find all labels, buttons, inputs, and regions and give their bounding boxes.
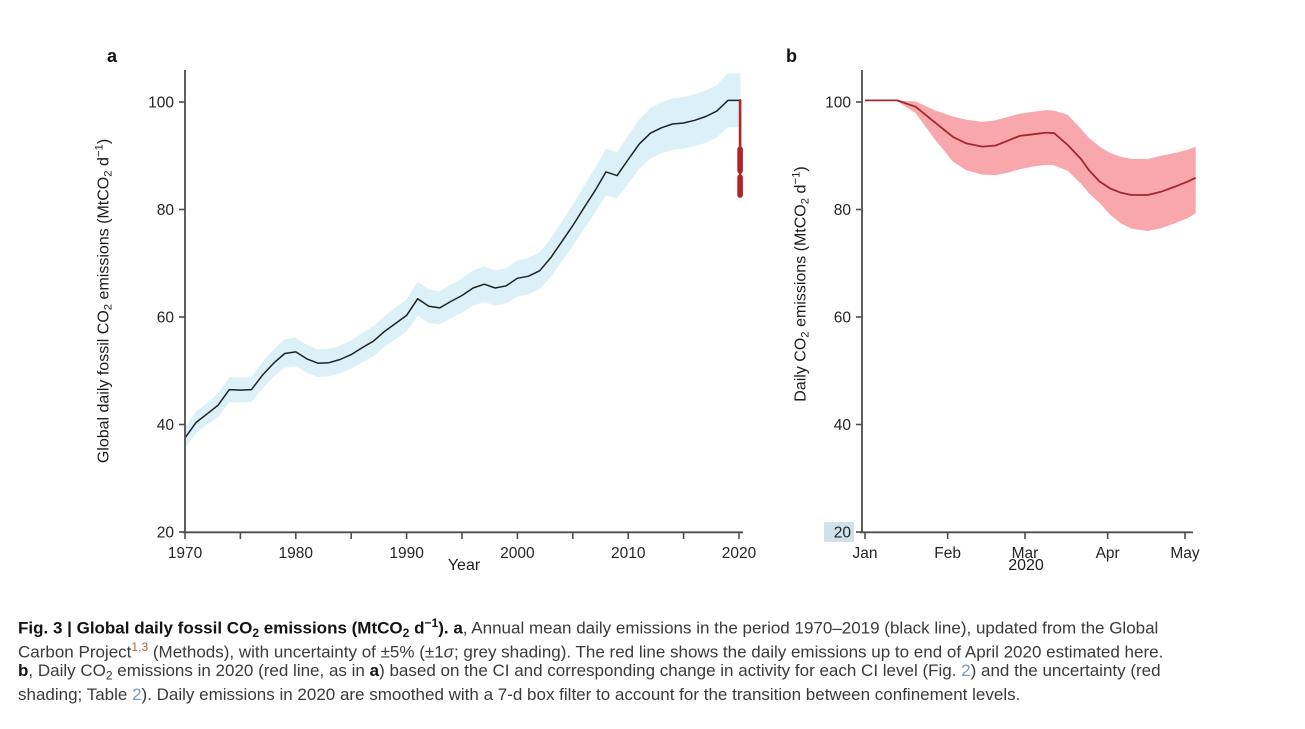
text-segment: 2 <box>799 331 812 338</box>
x-tick-label: 1990 <box>389 545 424 562</box>
panel-a-label: a <box>107 46 118 66</box>
text-segment: 2 <box>105 668 113 683</box>
x-tick-label: 1970 <box>167 545 203 562</box>
citation-refs[interactable]: 1,3 <box>131 640 149 654</box>
panel-b-label: b <box>786 46 797 66</box>
text-segment: d <box>409 618 425 638</box>
caption-line-2 <box>18 635 1300 662</box>
text-segment: ) and the uncertainty (red <box>970 661 1161 680</box>
text-segment: Global daily fossil CO <box>95 310 113 464</box>
x-tick-label: May <box>1170 545 1200 562</box>
text-segment: , Daily CO <box>28 661 106 680</box>
y-tick-label: 60 <box>156 309 174 327</box>
text-segment: d <box>95 157 113 171</box>
panel-a-chart <box>0 0 780 605</box>
text-segment: σ <box>443 642 454 662</box>
text-segment: 2 <box>402 626 410 640</box>
text-segment: ) <box>792 166 810 172</box>
text-segment: , Annual mean daily emissions in the period 1970–2019 (black line), updated from the Global <box>462 618 1159 638</box>
text-segment: emissions (MtCO <box>259 618 403 638</box>
x-tick-label: Mar <box>1011 545 1039 562</box>
x-tick-label: Feb <box>934 545 962 562</box>
caption-line-4 <box>18 683 1300 707</box>
text-segment: Carbon Project <box>18 642 132 662</box>
fig-2-link[interactable]: 2 <box>961 661 971 680</box>
text-segment: −1 <box>93 144 106 158</box>
uncertainty-band <box>865 100 1196 231</box>
text-segment: emissions (MtCO <box>95 176 113 304</box>
x-tick-label: 2020 <box>721 545 757 562</box>
text-segment: emissions (MtCO <box>792 204 810 332</box>
y-tick-label: 80 <box>833 202 851 219</box>
text-segment: Daily CO <box>792 337 810 402</box>
panel-a-y-axis-title <box>93 139 114 463</box>
y-tick-label: 60 <box>833 309 851 327</box>
text-segment: a <box>453 618 463 638</box>
text-segment: (Methods), with uncertainty of ±5% (±1 <box>148 642 444 662</box>
text-segment: emissions in 2020 (red line, as in <box>112 661 370 680</box>
text-segment: a <box>369 661 380 680</box>
y-tick-label: 100 <box>148 94 174 112</box>
text-segment: b <box>18 661 29 680</box>
caption-line-1 <box>18 611 1300 640</box>
x-tick-label: 2000 <box>500 545 535 562</box>
text-segment: 2 <box>102 170 115 177</box>
text-segment: 2 <box>799 197 812 205</box>
text-segment: ). <box>438 618 454 638</box>
text-segment: d <box>792 184 810 198</box>
text-segment: Fig. 3 | Global daily fossil CO <box>18 618 253 638</box>
panel-a-x-axis-title: Year <box>447 557 481 574</box>
text-segment: 2 <box>252 626 260 640</box>
x-tick-label: Apr <box>1095 545 1120 562</box>
panel-b-y-axis-title <box>790 166 811 401</box>
y-tick-label: 80 <box>156 202 174 219</box>
text-segment: −1 <box>424 616 439 630</box>
figure-caption <box>18 611 1300 707</box>
text-segment: shading; Table <box>18 685 133 704</box>
y-tick-label: 100 <box>825 94 851 112</box>
text-segment: 2 <box>102 303 115 311</box>
panel-b-x-axis-title: 2020 <box>1008 557 1044 574</box>
y-tick-label: 20 <box>833 524 851 542</box>
table-2-link[interactable]: 2 <box>132 685 142 704</box>
x-tick-label: 1980 <box>278 545 314 562</box>
text-segment: ). Daily emissions in 2020 are smoothed with a 7-d box filter to account for the transition between confinement levels. <box>141 685 1021 704</box>
text-segment: −1 <box>790 171 803 185</box>
y-tick-label: 40 <box>156 417 174 434</box>
x-tick-label: 2010 <box>610 545 646 562</box>
y-tick-label: 40 <box>833 417 851 434</box>
caption-line-3 <box>18 659 1300 683</box>
text-segment: ) based on the CI and corresponding change in activity for each CI level (Fig. <box>379 661 962 680</box>
text-segment: ; grey shading). The red line shows the daily emissions up to end of April 2020 estimated here. <box>453 642 1164 662</box>
y-tick-label: 20 <box>156 524 174 542</box>
text-segment: ) <box>95 138 113 145</box>
panel-b-chart <box>780 0 1240 605</box>
x-tick-label: Jan <box>852 545 878 562</box>
